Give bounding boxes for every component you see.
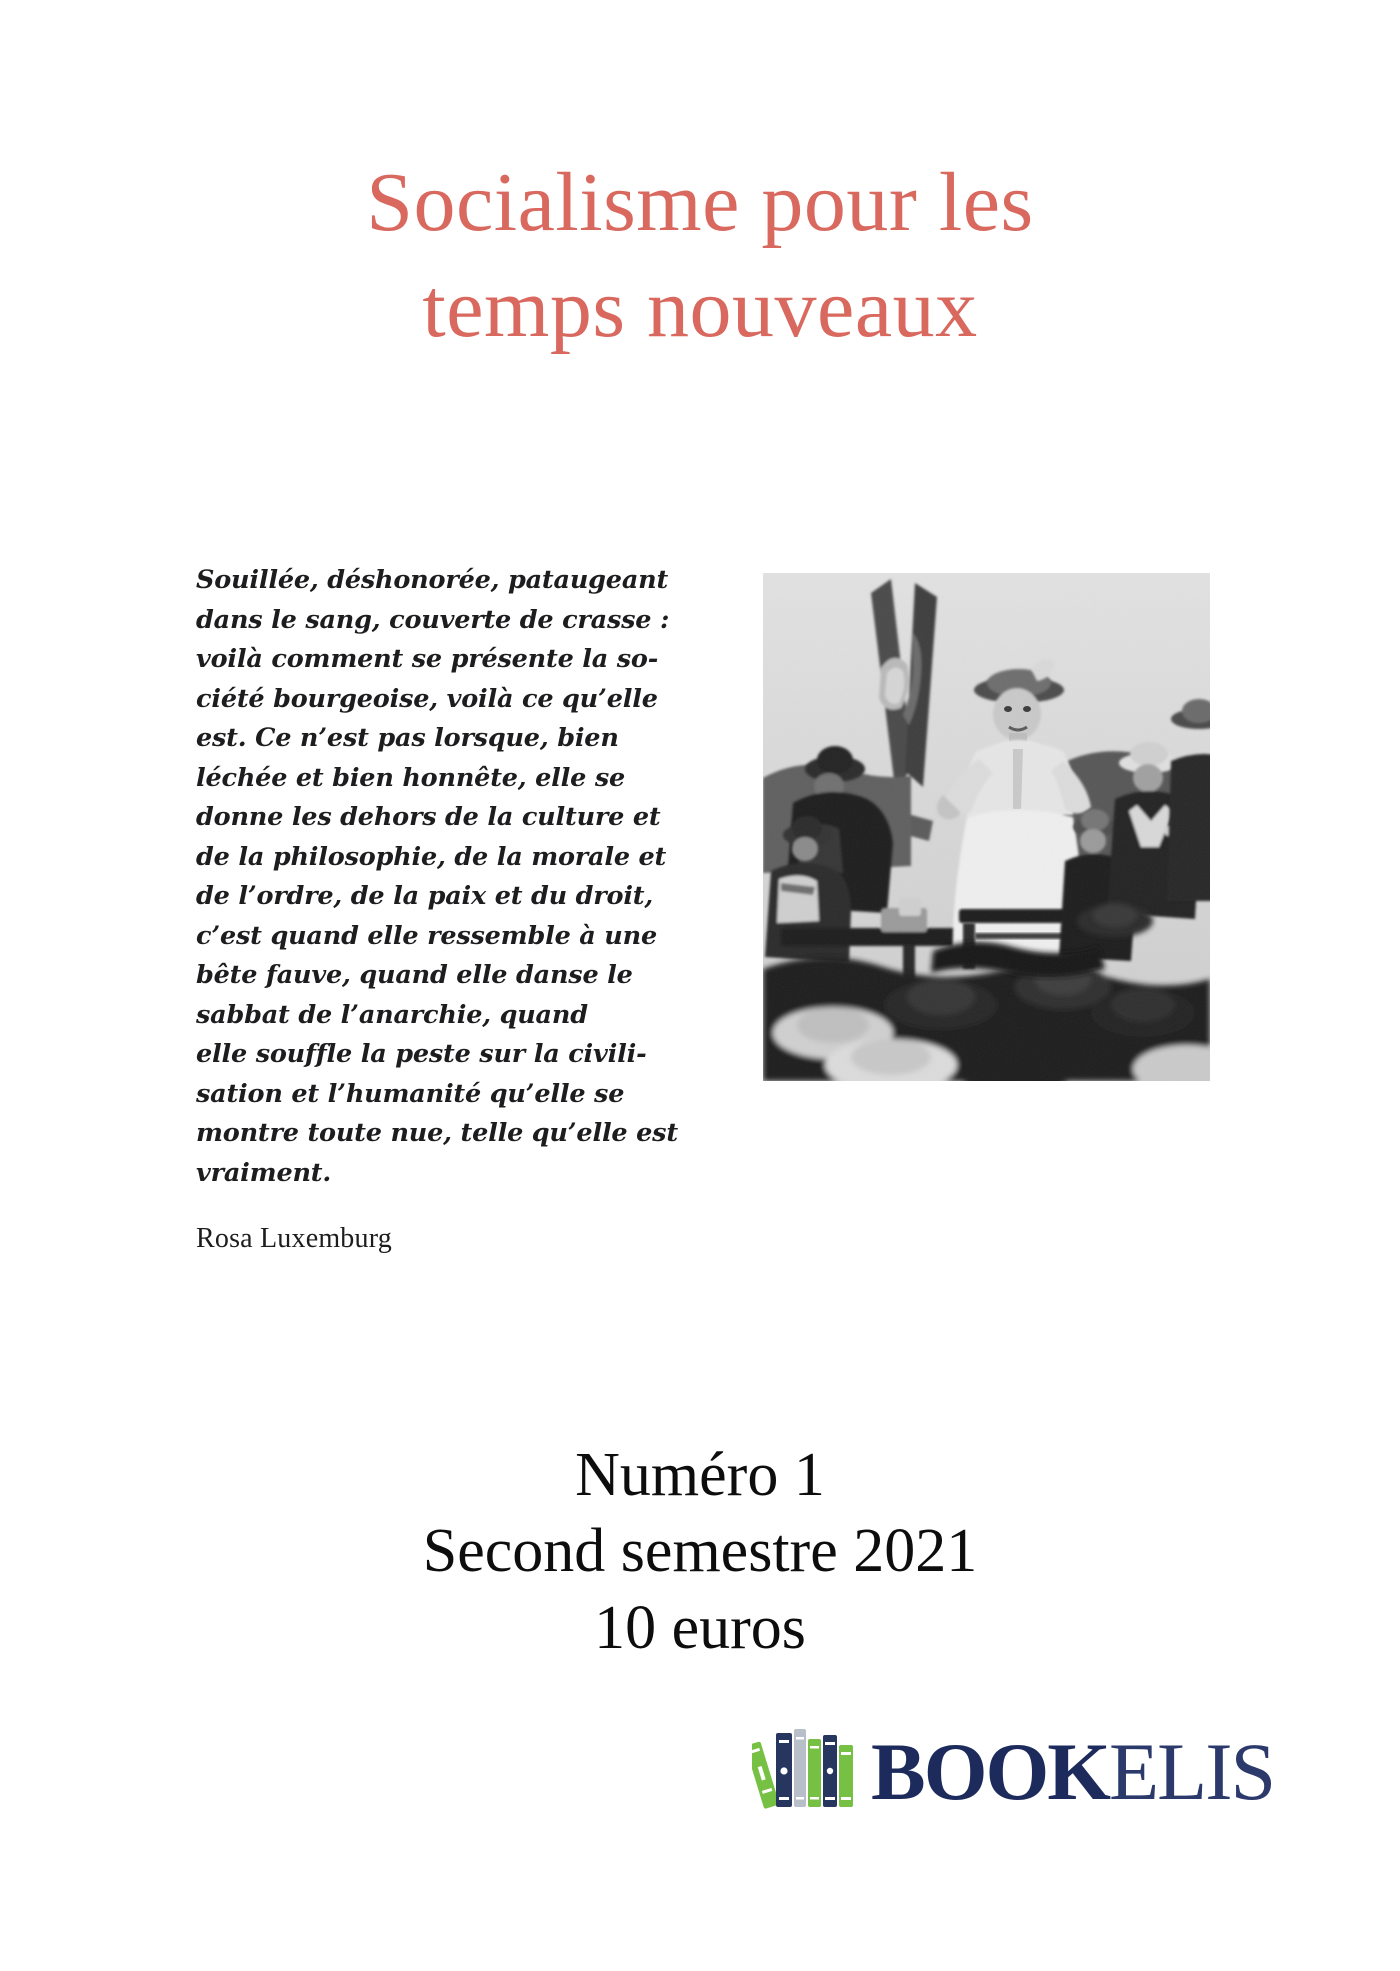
publisher-wordmark bbox=[871, 1726, 1275, 1817]
quote-line: donne les dehors de la culture et bbox=[196, 802, 661, 832]
quote-line: elle souffle la peste sur la civili- bbox=[196, 1039, 647, 1069]
quote-line: Souillée, déshonorée, pataugeant bbox=[196, 565, 669, 595]
quote-line: est. Ce n’est pas lorsque, bien bbox=[196, 723, 619, 753]
historical-photograph bbox=[763, 573, 1210, 1081]
title-line-2: temps nouveaux bbox=[422, 261, 978, 355]
quote-line: ciété bourgeoise, voilà ce qu’elle bbox=[196, 683, 658, 714]
title-line-1: Socialisme pour les bbox=[366, 156, 1034, 249]
quote-line: voilà comment se présente la so- bbox=[196, 644, 659, 674]
quote-line: sabbat de l’anarchie, quand bbox=[196, 999, 588, 1030]
quote-line: de l’ordre, de la paix et du droit, bbox=[196, 881, 654, 911]
quote-panel bbox=[196, 438, 678, 1255]
quote-attribution: Rosa Luxemburg bbox=[196, 1223, 392, 1254]
quote-line: dans le sang, couverte de crasse : bbox=[196, 604, 670, 635]
quote-line: vraiment. bbox=[196, 1157, 332, 1188]
quote-line: c’est quand elle ressemble à une bbox=[196, 920, 657, 951]
quote-line: léchée et bien honnête, elle se bbox=[196, 762, 626, 793]
issue-price: 10 euros bbox=[594, 1593, 806, 1662]
publisher-name-bold: BOOK bbox=[871, 1726, 1110, 1817]
issue-period: Second semestre 2021 bbox=[422, 1517, 978, 1586]
publisher-name-light: ELIS bbox=[1109, 1726, 1275, 1817]
page-title bbox=[0, 150, 1400, 362]
quote-text bbox=[196, 438, 678, 1193]
quote-line: bête fauve, quand elle danse le bbox=[196, 960, 633, 990]
issue-number: Numéro 1 bbox=[575, 1441, 825, 1509]
issue-info bbox=[0, 1437, 1400, 1666]
quote-line: sation et l’humanité qu’elle se bbox=[196, 1078, 625, 1109]
stacked-books-icon bbox=[752, 1727, 857, 1817]
publisher-logo bbox=[752, 1717, 1275, 1827]
quote-line: montre toute nue, telle qu’elle est bbox=[196, 1118, 678, 1148]
quote-line: de la philosophie, de la morale et bbox=[196, 841, 667, 872]
photograph-image bbox=[763, 573, 1210, 1081]
